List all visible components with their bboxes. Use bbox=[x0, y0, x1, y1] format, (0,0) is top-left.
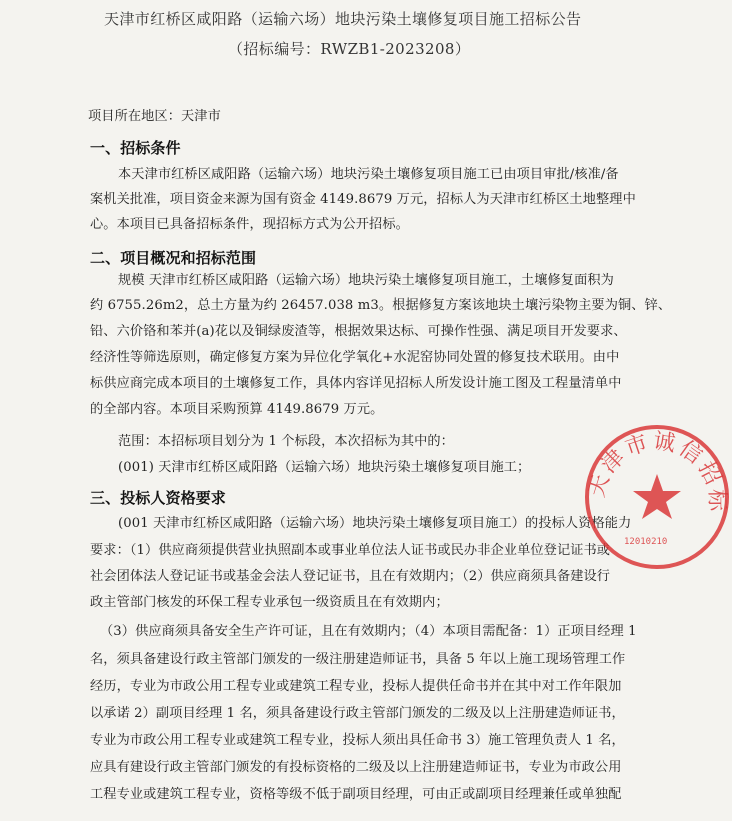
project-region: 项目所在地区：天津市 bbox=[88, 109, 221, 124]
tender-number: （招标编号：RWZB1-2023208） bbox=[228, 40, 471, 58]
paragraph-line: 标供应商完成本项目的土壤修复工作，具体内容详见招标人所发设计施工图及工程量清单中 bbox=[90, 376, 622, 391]
section-1-heading: 一、招标条件 bbox=[90, 139, 181, 157]
paragraph-line: 专业为市政公用工程专业或建筑工程专业，投标人须出具任命书 3）施工管理负责人 1 名， bbox=[90, 733, 625, 748]
paragraph-line: 案机关批准，项目资金来源为国有资金 4149.8679 万元，招标人为天津市红桥区土地整理中 bbox=[90, 192, 636, 207]
paragraph-line: 政主管部门核发的环保工程专业承包一级资质且在有效期内； bbox=[90, 595, 449, 610]
paragraph-line: 本天津市红桥区咸阳路（运输六场）地块污染土壤修复项目施工已由项目审批/核准/备 bbox=[118, 167, 619, 182]
star-icon bbox=[633, 474, 681, 519]
paragraph-line: (001) 天津市红桥区咸阳路（运输六场）地块污染土壤修复项目施工； bbox=[118, 460, 531, 475]
paragraph-line: 要求：（1）供应商须提供营业执照副本或事业单位法人证书或民办非企业单位登记证书或 bbox=[90, 543, 611, 558]
paragraph-line: 以承诺 2）副项目经理 1 名，须具备建设行政主管部门颁发的二级及以上注册建造师证书， bbox=[90, 706, 625, 721]
paragraph-line: 的全部内容。本项目采购预算 4149.8679 万元。 bbox=[90, 402, 384, 417]
section-3-heading: 三、投标人资格要求 bbox=[90, 489, 226, 507]
paragraph-line: 应具有建设行政主管部门颁发的有投标资格的二级及以上注册建造师证书，专业为市政公用 bbox=[90, 760, 622, 775]
notice-title: 天津市红桥区咸阳路（运输六场）地块污染土壤修复项目施工招标公告 bbox=[104, 10, 582, 28]
paragraph-line: 规模 天津市红桥区咸阳路（运输六场）地块污染土壤修复项目施工，土壤修复面积为 bbox=[118, 273, 614, 288]
paragraph-line: （3）供应商须具备安全生产许可证，且在有效期内；（4）本项目需配备：1）正项目经理 1 bbox=[100, 624, 637, 639]
company-seal bbox=[582, 422, 732, 572]
paragraph-line: 铅、六价铬和苯并(a)花以及铜绿废渣等，根据效果达标、可操作性强、满足项目开发要求、 bbox=[90, 324, 627, 339]
section-2-heading: 二、项目概况和招标范围 bbox=[90, 249, 257, 267]
paragraph-line: (001 天津市红桥区咸阳路（运输六场）地块污染土壤修复项目施工）的投标人资格能力 bbox=[118, 516, 632, 531]
paragraph-line: 名，须具备建设行政主管部门颁发的一级注册建造师证书，具备 5 年以上施工现场管理工作 bbox=[90, 652, 626, 667]
paragraph-line: 心。本项目已具备招标条件，现招标方式为公开招标。 bbox=[90, 217, 409, 232]
seal-text: 天津市诚信招标 bbox=[584, 428, 730, 515]
seal-code: 12010210 bbox=[624, 537, 668, 547]
paragraph-line: 经历，专业为市政公用工程专业或建筑工程专业，投标人提供任命书并在其中对工作年限加 bbox=[90, 679, 622, 694]
paragraph-line: 约 6755.26m2，总土方量为约 26457.038 m3。根据修复方案该地块土壤污染物主要为铜、锌、 bbox=[90, 298, 672, 313]
paragraph-line: 经济性等筛选原则，确定修复方案为异位化学氧化+水泥窑协同处置的修复技术联用。由中 bbox=[90, 350, 620, 365]
paragraph-line: 工程专业或建筑工程专业，资格等级不低于副项目经理，可由正或副项目经理兼任或单独配 bbox=[90, 787, 622, 802]
paragraph-line: 范围：本招标项目划分为 1 个标段，本次招标为其中的： bbox=[118, 434, 454, 449]
paragraph-line: 社会团体法人登记证书或基金会法人登记证书，且在有效期内；（2）供应商须具备建设行 bbox=[90, 569, 611, 584]
